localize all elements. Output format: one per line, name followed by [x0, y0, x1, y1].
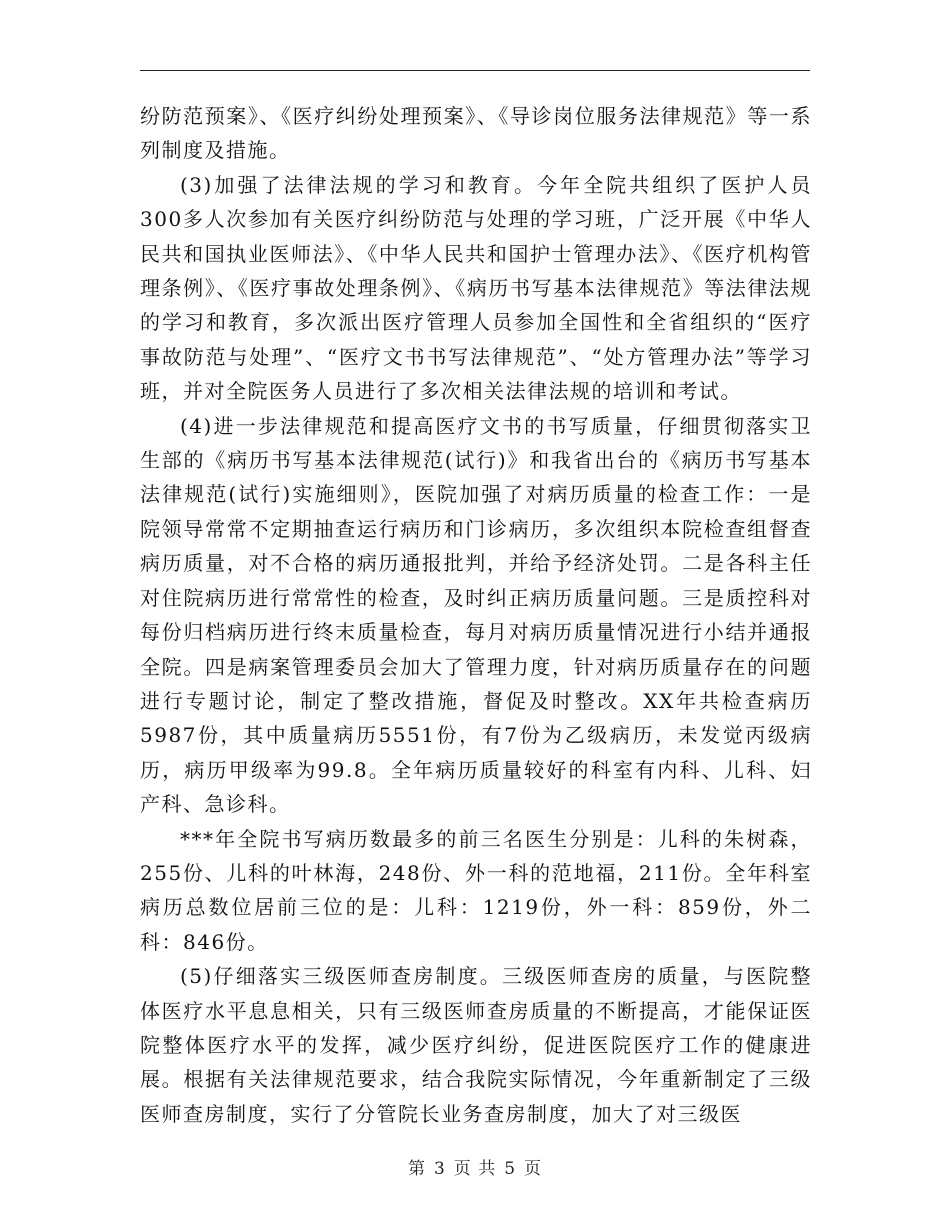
footer-mid: 页 共 [453, 1159, 497, 1179]
paragraph-top-doctors: ***年全院书写病历数最多的前三名医生分别是：儿科的朱树森，255份、儿科的叶林海，248份、外一科的范地福，211份。全年科室病历总数位居前三位的是：儿科：1219份，外一科：859份，外二科：846份。 [140, 826, 812, 954]
paragraph-continuation: 纷防范预案》、《医疗纠纷处理预案》、《导诊岗位服务法律规范》等一系列制度及措施。 [140, 104, 812, 163]
footer-total-pages: 5 [504, 1159, 517, 1179]
header-rule [140, 70, 810, 71]
paragraph-medical-records-quality: (4)进一步法律规范和提高医疗文书的书写质量，仔细贯彻落实卫生部的《病历书写基本法律规范(试行)》和我省出台的《病历书写基本法律规范(试行)实施细则》，医院加强了对病历质量的检查工作：一是院领导常常不定期抽查运行病历和门诊病历，多次组织本院检查组督查病历质量，对不合格的病历通报批判，并给予经济处罚。二是各科主任对住院病历进行常常性的检查，及时纠正病历质量问题。三是质控科对每份归档病历进行终末质量检查，每月对病历质量情况进行小结并通报全院。四是病案管理委员会加大了管理力度，针对病历质量存在的问题进行专题讨论，制定了整改措施，督促及时整改。XX年共检查病历5987份，其中质量病历5551份，有7份为乙级病历，未发觉丙级病历，病历甲级率为99.8。全年病历质量较好的科室有内科、儿科、妇产科、急诊科。 [140, 413, 812, 817]
footer-suffix: 页 [524, 1159, 543, 1179]
body-text [140, 99, 812, 1131]
paragraph-legal-education: (3)加强了法律法规的学习和教育。今年全院共组织了医护人员300多人次参加有关医疗纠纷防范与处理的学习班，广泛开展《中华人民共和国执业医师法》、《中华人民共和国护士管理办法》、《医疗机构管理条例》、《医疗事故处理条例》、《病历书写基本法律规范》等法律法规的学习和教育，多次派出医疗管理人员参加全国性和全省组织的“医疗事故防范与处理”、“医疗文书书写法律规范”、“处方管理办法”等学习班，并对全院医务人员进行了多次相关法律法规的培训和考试。 [140, 172, 812, 404]
footer-prefix: 第 [407, 1159, 426, 1179]
paragraph-ward-rounds: (5)仔细落实三级医师查房制度。三级医师查房的质量，与医院整体医疗水平息息相关，只有三级医师查房质量的不断提高，才能保证医院整体医疗水平的发挥，减少医疗纠纷，促进医院医疗工作的健康进展。根据有关法律规范要求，结合我院实际情况，今年重新制定了三级医师查房制度，实行了分管院长业务查房制度，加大了对三级医 [140, 964, 812, 1126]
footer-page-number: 3 [433, 1159, 446, 1179]
page-footer [0, 1154, 950, 1179]
